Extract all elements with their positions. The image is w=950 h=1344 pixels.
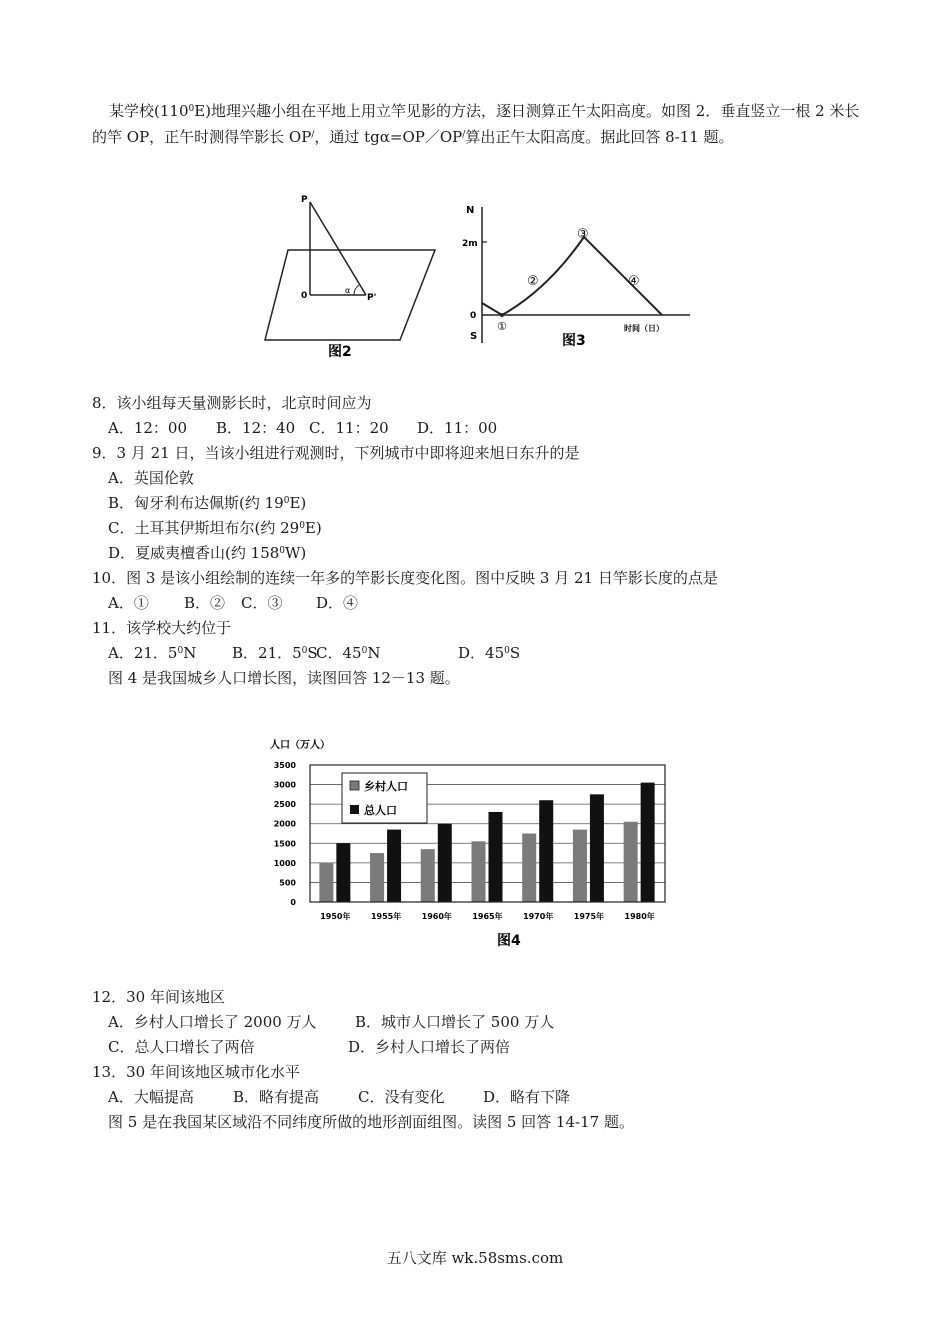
q11-option-d: D．$45^0S$ xyxy=(458,644,521,662)
fig3-label-s: S xyxy=(470,331,478,342)
q10-options xyxy=(108,593,358,613)
q9-stem: 9．3 月 21 日，当该小组进行观测时，下列城市中即将迎来旭日东升的是 xyxy=(92,444,580,462)
q8-option-d: D．11：00 xyxy=(417,419,498,437)
chart-ytick-label: 3500 xyxy=(273,761,296,770)
fig2-label-alpha: α xyxy=(345,286,351,295)
q8-stem: 8．该小组每天量测影长时，北京时间应为 xyxy=(92,394,372,412)
q10-option-a: A．① xyxy=(108,594,149,612)
q12-options-row2 xyxy=(108,1037,510,1057)
fig2-label-p-prime: P' xyxy=(367,293,377,303)
q12-option-d: D．乡村人口增长了两倍 xyxy=(348,1038,511,1056)
bar-rural-population xyxy=(522,834,536,903)
q9-option-d: D．夏威夷檀香山(约 $158^0W$) xyxy=(108,544,307,562)
chart-ytick-label: 0 xyxy=(290,898,296,907)
chart-xtick-label: 1955年 xyxy=(370,912,402,921)
q11-stem: 11．该学校大约位于 xyxy=(92,619,232,637)
q13-options xyxy=(108,1087,570,1107)
chart-xtick-label: 1975年 xyxy=(573,912,605,921)
fig3-caption: 图3 xyxy=(562,333,586,349)
chart-xtick-label: 1965年 xyxy=(472,912,503,921)
chart-ytick-label: 2000 xyxy=(273,819,296,829)
q8-option-a: A．12：00 xyxy=(108,419,188,437)
chart-xtick-label: 1980年 xyxy=(624,912,655,921)
chart-ytick-label: 500 xyxy=(279,878,296,888)
legend-swatch-rural xyxy=(350,781,359,790)
fig3-point-4: ④ xyxy=(628,274,640,289)
bar-total-population xyxy=(489,812,503,902)
fig5-intro: 图 5 是在我国某区域沿不同纬度所做的地形剖面组图。读图 5 回答 14-17 题。 xyxy=(108,1113,634,1131)
fig4-caption: 图4 xyxy=(497,933,521,949)
bar-total-population xyxy=(336,843,350,902)
fig3-point-1: ① xyxy=(497,320,507,333)
q9-option-b: B．匈牙利布达佩斯(约 $19^0E$) xyxy=(108,494,307,512)
bar-rural-population xyxy=(421,849,435,902)
bar-rural-population xyxy=(370,853,384,902)
bar-total-population xyxy=(539,800,553,902)
chart-ytick-label: 1500 xyxy=(273,839,296,849)
bar-rural-population xyxy=(472,841,486,902)
q12-option-c: C．总人口增长了两倍 xyxy=(108,1038,255,1056)
chart-ytick-label: 1000 xyxy=(273,858,296,868)
chart-ytick-label: 2500 xyxy=(273,800,296,810)
q10-option-d: D．④ xyxy=(316,594,359,612)
chart-ylabel: 人口（万人） xyxy=(270,740,330,751)
q10-stem: 10．图 3 是该小组绘制的连续一年多的竿影长度变化图。图中反映 3 月 21 日竿影长度的点是 xyxy=(92,569,718,587)
q10-option-c: C．③ xyxy=(241,594,283,612)
q12-stem: 12．30 年间该地区 xyxy=(92,988,225,1006)
figure-4-chart xyxy=(265,735,685,950)
fig4-intro: 图 4 是我国城乡人口增长图，读图回答 12－13 题。 xyxy=(108,669,460,687)
bar-total-population xyxy=(387,830,401,902)
q8-option-b: B．12：40 xyxy=(216,419,296,437)
fig3-label-n: N xyxy=(466,205,475,216)
q13-stem: 13．30 年间该地区城市化水平 xyxy=(92,1063,300,1081)
legend-swatch-total xyxy=(350,805,359,814)
q8-options xyxy=(108,418,497,438)
figure-2 xyxy=(260,190,450,365)
q13-option-d: D．略有下降 xyxy=(483,1088,571,1106)
bar-total-population xyxy=(641,783,655,902)
figure-3 xyxy=(462,195,702,360)
bar-rural-population xyxy=(624,822,638,902)
legend-label-rural: 乡村人口 xyxy=(364,780,408,793)
fig2-label-p: P xyxy=(301,195,308,205)
chart-xtick-label: 1950年 xyxy=(320,912,351,921)
footer-watermark: 五八文库 wk.58sms.com xyxy=(386,1249,564,1267)
fig3-label-time: 时间（日） xyxy=(624,324,664,333)
intro-paragraph: 某学校$(110^0E)$地理兴趣小组在平地上用立竿见影的方法，逐日测算正午太阳高度。如图 2．垂直竖立一根 2 米长的竿 OP，正午时测得竿影长 OP/，通过 tgα=OP／OP/算出正午太阳高度。据此回答 8-11 题。 xyxy=(92,102,860,146)
fig3-label-0: 0 xyxy=(470,311,477,321)
q12-options-row1 xyxy=(108,1012,554,1032)
q13-option-b: B．略有提高 xyxy=(233,1088,320,1106)
bar-total-population xyxy=(438,824,452,902)
fig3-label-2m: 2m xyxy=(462,239,478,249)
q12-option-a: A．乡村人口增长了 2000 万人 xyxy=(108,1013,317,1031)
q11-option-b: B．21．$5^0S$ xyxy=(232,644,318,662)
fig2-caption: 图2 xyxy=(328,344,352,360)
chart-ytick-label: 3000 xyxy=(273,780,296,790)
q9-option-c: C．土耳其伊斯坦布尔(约 $29^0E$) xyxy=(108,519,322,537)
fig2-label-o: 0 xyxy=(301,291,308,301)
q9-option-a: A．英国伦敦 xyxy=(108,469,194,487)
q12-option-b: B．城市人口增长了 500 万人 xyxy=(355,1013,555,1031)
chart-xtick-label: 1960年 xyxy=(421,912,452,921)
fig3-point-3: ③ xyxy=(577,227,589,242)
fig3-point-2: ② xyxy=(527,274,539,289)
bar-total-population xyxy=(590,794,604,902)
q8-option-c: C．11：20 xyxy=(309,419,389,437)
q13-option-a: A．大幅提高 xyxy=(108,1088,194,1106)
q11-option-c: C．$45^0N$ xyxy=(316,644,381,662)
bar-rural-population xyxy=(573,830,587,902)
bar-rural-population xyxy=(319,863,333,902)
q13-option-c: C．没有变化 xyxy=(358,1088,445,1106)
chart-xtick-label: 1970年 xyxy=(523,912,554,921)
q11-option-a: A．21．$5^0N$ xyxy=(108,644,197,662)
legend-label-total: 总人口 xyxy=(364,804,397,817)
q10-option-b: B．② xyxy=(184,594,226,612)
q11-options xyxy=(108,643,520,663)
